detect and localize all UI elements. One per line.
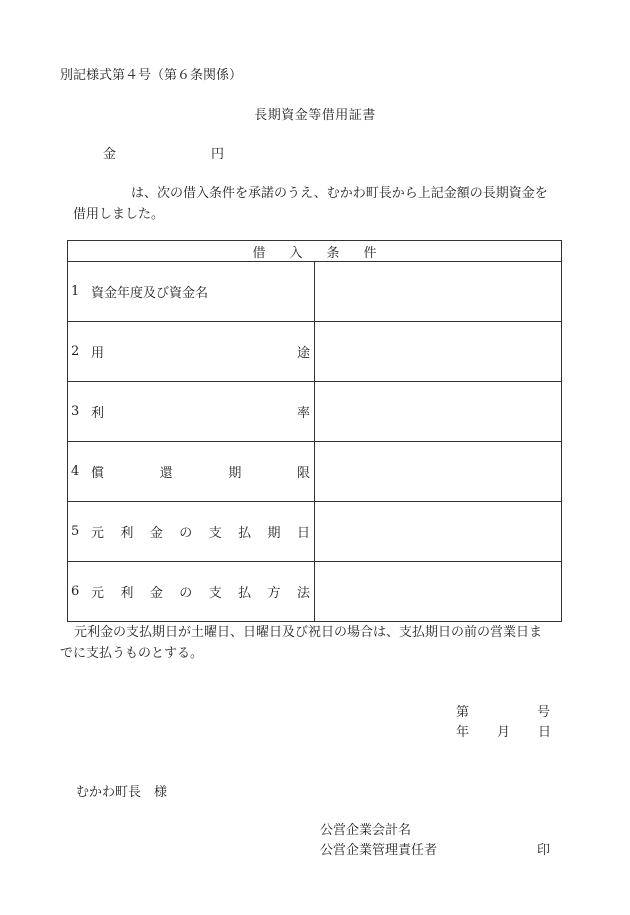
condition-row: [68, 562, 562, 622]
condition-label-cell: [68, 322, 315, 382]
condition-label-char: 資金年度及び資金名: [91, 286, 209, 301]
condition-label: [91, 582, 310, 601]
payment-note: [60, 622, 570, 664]
condition-label-char: 途: [296, 346, 310, 361]
condition-number: 3: [71, 404, 80, 419]
condition-label-char: 期: [267, 526, 281, 541]
declaration-line-1: は、次の借入条件を承諾のうえ、むかわ町長から上記金額の長期資金を: [131, 186, 548, 201]
condition-label-char: 利: [91, 406, 105, 421]
condition-label-char: 利: [120, 586, 134, 601]
declaration-line-2: 借用しました。: [73, 207, 165, 222]
date-day-label: 日: [538, 725, 552, 740]
condition-label-char: 償: [91, 466, 105, 481]
condition-row: [68, 262, 562, 322]
date-month-label: 月: [497, 725, 511, 740]
condition-value-cell[interactable]: [315, 382, 562, 442]
condition-value-cell[interactable]: [315, 502, 562, 562]
condition-label-char: 日: [296, 526, 310, 541]
conditions-header-text: 借入条件: [252, 245, 401, 261]
condition-number: 4: [71, 464, 80, 479]
condition-label-cell: [68, 442, 315, 502]
seal-mark: 印: [537, 843, 551, 858]
condition-label-char: の: [179, 586, 193, 601]
condition-label-char: 用: [91, 346, 105, 361]
condition-label-char: の: [179, 526, 193, 541]
condition-label-char: 元: [91, 526, 105, 541]
conditions-header: [68, 241, 562, 262]
condition-label-char: 支: [208, 586, 222, 601]
amount-suffix: 円: [211, 147, 225, 162]
condition-label: [91, 282, 310, 301]
condition-label-char: 払: [238, 586, 252, 601]
condition-label: [91, 522, 310, 541]
condition-label-char: 払: [238, 526, 252, 541]
condition-label-char: 率: [296, 406, 310, 421]
condition-label: [91, 342, 310, 361]
condition-label-char: 支: [208, 526, 222, 541]
condition-label-char: 金: [149, 586, 163, 601]
condition-label-char: 利: [120, 526, 134, 541]
declaration-text: [60, 183, 570, 225]
condition-label-char: 還: [159, 466, 173, 481]
condition-label-char: 期: [228, 466, 242, 481]
condition-label: [91, 462, 310, 481]
condition-value-cell[interactable]: [315, 562, 562, 622]
amount-prefix: 金: [103, 147, 117, 162]
condition-row: [68, 502, 562, 562]
condition-number: 2: [71, 344, 80, 359]
condition-label-cell: [68, 262, 315, 322]
issuer-manager-label: 公営企業管理責任者: [320, 843, 438, 858]
condition-label-char: 金: [149, 526, 163, 541]
condition-row: [68, 442, 562, 502]
date-year-label: 年: [456, 725, 470, 740]
number-suffix: 号: [537, 705, 551, 720]
condition-label-cell: [68, 562, 315, 622]
condition-number: 5: [71, 524, 80, 539]
condition-number: 1: [71, 284, 80, 299]
issuer-name-label: 公営企業会計名: [320, 823, 412, 838]
condition-label-char: 限: [296, 466, 310, 481]
form-label: 別記様式第４号（第６条関係）: [60, 68, 243, 83]
document-title: 長期資金等借用証書: [254, 108, 376, 123]
condition-label: [91, 402, 310, 421]
condition-label-cell: [68, 382, 315, 442]
condition-number: 6: [71, 584, 80, 599]
condition-row: [68, 322, 562, 382]
number-prefix: 第: [456, 705, 470, 720]
condition-value-cell[interactable]: [315, 322, 562, 382]
condition-label-char: 法: [296, 586, 310, 601]
condition-value-cell[interactable]: [315, 442, 562, 502]
condition-label-cell: [68, 502, 315, 562]
condition-label-char: 元: [91, 586, 105, 601]
payment-note-line-2: でに支払うものとする。: [60, 646, 204, 661]
payment-note-line-1: 元利金の支払期日が土曜日、日曜日及び祝日の場合は、支払期日の前の営業日ま: [74, 625, 543, 640]
condition-label-char: 方: [267, 586, 281, 601]
condition-value-cell[interactable]: [315, 262, 562, 322]
addressee: むかわ町長 様: [76, 785, 168, 800]
loan-conditions-table: [67, 240, 562, 622]
condition-row: [68, 382, 562, 442]
